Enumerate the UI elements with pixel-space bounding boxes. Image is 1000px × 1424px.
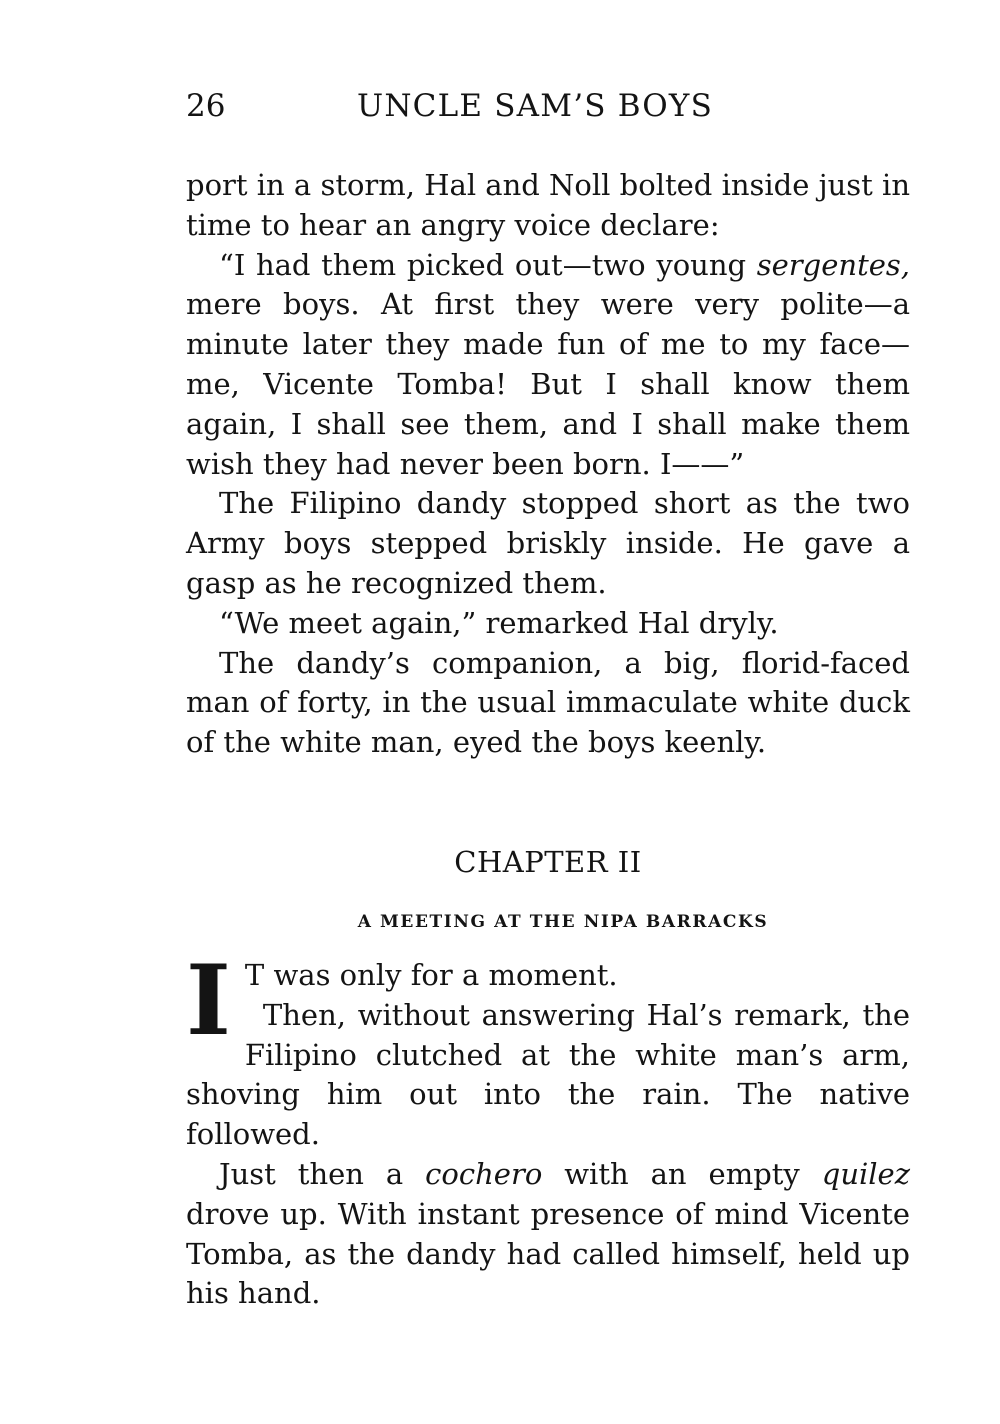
quote-text: mere boys. At first they were very polite—a minute later they made fun of me to my face—me, Vicente Tomba! But I shall know them again, I shall see them, and I shall make them wish they had never been born. I——” [186,287,910,481]
page-number: 26 [186,88,226,124]
chapter-subtitle-text: A MEETING AT THE NIPA BARRACKS [357,912,769,932]
drop-cap: I [186,944,231,1057]
paragraph: Then, without answering Hal’s remark, the Filipino clutched at the white man’s arm, shoving him out into the rain. The native followed. [186,997,910,1152]
text-run: with an empty [542,1156,822,1191]
text-block-bottom [186,944,910,1314]
text-run: drove up. With instant presence of mind Vicente Tomba, as the dandy had called himself, held up his hand. [186,1196,910,1311]
text-block-top [186,166,910,763]
paragraph: The Filipino dandy stopped short as the two Army boys stepped briskly inside. He gave a gasp as he recognized them. [186,486,910,600]
chapter-heading-text: CHAPTER II [454,845,642,879]
paragraph [186,246,910,485]
paragraph [186,1155,910,1314]
book-title: UNCLE SAM’S BOYS [357,88,714,124]
italic-word: quilez [821,1156,910,1191]
first-line-text: T was only for a moment. [244,958,618,992]
paragraph: “We meet again,” remarked Hal dryly. [219,605,779,640]
quote-text: “I had them picked out—two young [219,247,757,282]
chapter-heading [186,842,910,882]
paragraph: port in a storm, Hal and Noll bolted inside just in time to hear an angry voice declare: [186,168,910,242]
text-run: Just then a [219,1156,426,1191]
chapter-subtitle [186,909,910,935]
running-head [186,84,910,128]
italic-word: sergentes, [756,247,910,282]
italic-word: cochero [425,1156,543,1191]
paragraph-first [186,944,910,1057]
paragraph: The dandy’s companion, a big, florid-faced man of forty, in the usual immaculate white duck of the white man, eyed the boys keenly. [186,645,910,760]
